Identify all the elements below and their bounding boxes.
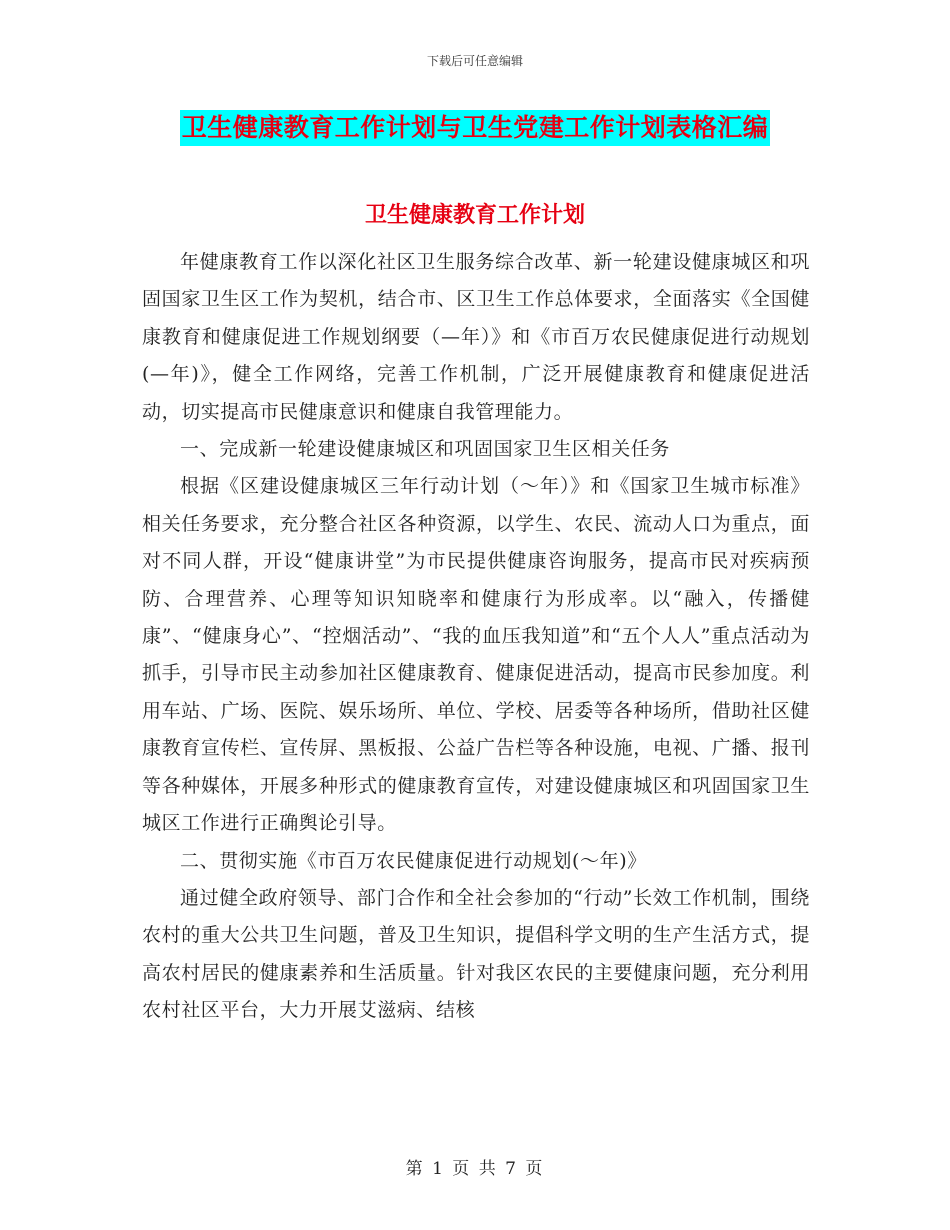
page-number: 第 1 页 共 7 页	[405, 1159, 545, 1179]
paragraph-section-2: 通过健全政府领导、部门合作和全社会参加的“行动”长效工作机制，围绕农村的重大公共卫生问题，普及卫生知识，提倡科学文明的生产生活方式，提高农村居民的健康素养和生活质量。针对我区农民的主要健康问题，充分利用农村社区平台，大力开展艾滋病、结核	[142, 886, 810, 1022]
paragraph-section-1: 根据《区建设健康城区三年行动计划（～年）》和《国家卫生城市标准》相关任务要求，充分整合社区各种资源，以学生、农民、流动人口为重点，面对不同人群，开设“健康讲堂”为市民提供健康咨询服务，提高市民对疾病预防、合理营养、心理等知识知晓率和健康行为形成率。以“融入，传播健康”、“健康身心”、“控烟活动”、“我的血压我知道”和“五个人人”重点活动为抓手，引导市民主动参加社区健康教育、健康促进活动，提高市民参加度。利用车站、广场、医院、娱乐场所、单位、学校、居委等各种场所，借助社区健康教育宣传栏、宣传屏、黑板报、公益广告栏等各种设施，电视、广播、报刊等各种媒体，开展多种形式的健康教育宣传，对建设健康城区和巩固国家卫生城区工作进行正确舆论引导。	[142, 475, 810, 835]
document-body	[142, 244, 810, 1030]
page-header-note: 下载后可任意编辑	[426, 54, 523, 68]
paragraph-intro: 年健康教育工作以深化社区卫生服务综合改革、新一轮建设健康城区和巩固国家卫生区工作为契机，结合市、区卫生工作总体要求，全面落实《全国健康教育和健康促进工作规划纲要（—年）》和《市百万农民健康促进行动规划(—年)》，健全工作网络，完善工作机制，广泛开展健康教育和健康促进活动，切实提高市民健康意识和健康自我管理能力。	[142, 251, 810, 423]
document-title-container	[0, 110, 950, 146]
document-title: 卫生健康教育工作计划与卫生党建工作计划表格汇编	[180, 110, 771, 146]
paragraph-heading-1: 一、完成新一轮建设健康城区和巩固国家卫生区相关任务	[180, 438, 671, 461]
paragraph-heading-2: 二、贯彻实施《市百万农民健康促进行动规划(～年)》	[180, 849, 647, 872]
section-title: 卫生健康教育工作计划	[364, 203, 585, 228]
